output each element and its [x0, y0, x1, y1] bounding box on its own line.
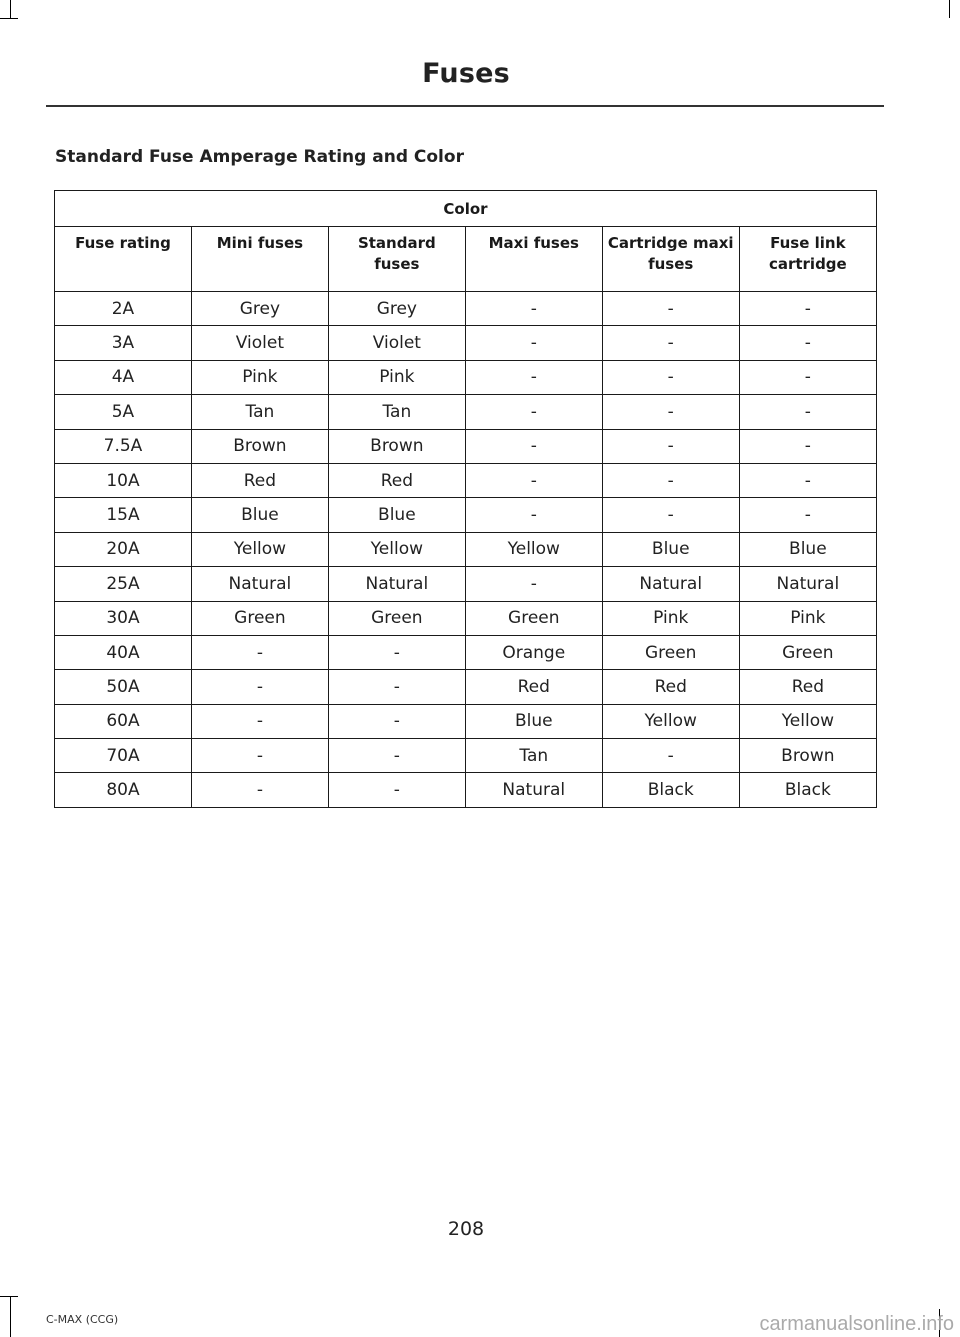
fuse-color-cell: Blue	[191, 498, 328, 532]
fuse-color-cell: -	[739, 360, 876, 394]
table-group-header: Color	[55, 191, 877, 227]
fuse-rating-cell: 20A	[55, 532, 192, 566]
fuse-color-cell: -	[465, 292, 602, 326]
watermark: carmanualsonline.info	[759, 1313, 954, 1335]
header-divider	[46, 105, 884, 107]
fuse-color-cell: -	[739, 429, 876, 463]
column-header: Fuse rating	[55, 227, 192, 292]
page-number: 208	[447, 1218, 485, 1240]
table-row	[55, 292, 877, 326]
fuse-color-cell: Yellow	[739, 704, 876, 738]
fuse-color-cell: Violet	[191, 326, 328, 360]
fuse-color-cell: Green	[191, 601, 328, 635]
fuse-color-cell: -	[739, 326, 876, 360]
table-row	[55, 704, 877, 738]
fuse-color-cell: -	[739, 498, 876, 532]
fuse-rating-cell: 30A	[55, 601, 192, 635]
table-row	[55, 498, 877, 532]
fuse-color-cell: Yellow	[602, 704, 739, 738]
fuse-color-cell: -	[465, 395, 602, 429]
fuse-color-cell: Grey	[328, 292, 465, 326]
fuse-color-cell: -	[602, 739, 739, 773]
fuse-color-cell: -	[602, 429, 739, 463]
table-row	[55, 773, 877, 807]
table-body	[55, 292, 877, 808]
column-header: Fuse link cartridge	[739, 227, 876, 292]
table-title: Standard Fuse Amperage Rating and Color	[55, 147, 464, 167]
crop-mark	[10, 1297, 11, 1337]
fuse-rating-cell: 7.5A	[55, 429, 192, 463]
table-row	[55, 567, 877, 601]
fuse-color-cell: -	[328, 704, 465, 738]
fuse-color-cell: Red	[191, 463, 328, 497]
fuse-color-cell: Pink	[602, 601, 739, 635]
fuse-color-cell: Green	[602, 635, 739, 669]
fuse-color-cell: Pink	[739, 601, 876, 635]
fuse-color-cell: Black	[602, 773, 739, 807]
fuse-color-cell: Blue	[465, 704, 602, 738]
fuse-color-cell: -	[465, 498, 602, 532]
fuse-color-cell: Violet	[328, 326, 465, 360]
fuse-color-cell: Yellow	[465, 532, 602, 566]
fuse-color-cell: -	[328, 635, 465, 669]
table-row	[55, 601, 877, 635]
fuse-rating-cell: 3A	[55, 326, 192, 360]
fuse-rating-cell: 5A	[55, 395, 192, 429]
fuse-color-cell: -	[465, 360, 602, 394]
table-row	[55, 429, 877, 463]
fuse-color-cell: -	[328, 670, 465, 704]
fuse-color-cell: Red	[328, 463, 465, 497]
fuse-rating-cell: 60A	[55, 704, 192, 738]
fuse-color-cell: -	[465, 463, 602, 497]
table-row	[55, 463, 877, 497]
table-row	[55, 635, 877, 669]
fuse-rating-cell: 80A	[55, 773, 192, 807]
fuse-color-cell: -	[739, 395, 876, 429]
fuse-color-cell: Yellow	[328, 532, 465, 566]
fuse-rating-cell: 50A	[55, 670, 192, 704]
section-title: Fuses	[422, 58, 510, 89]
column-header: Cartridge maxi fuses	[602, 227, 739, 292]
crop-mark	[949, 0, 950, 18]
column-header: Maxi fuses	[465, 227, 602, 292]
fuse-color-cell: Tan	[191, 395, 328, 429]
table-row	[55, 739, 877, 773]
fuse-rating-cell: 15A	[55, 498, 192, 532]
fuse-color-cell: Brown	[739, 739, 876, 773]
fuse-rating-table	[54, 190, 877, 808]
fuse-rating-cell: 2A	[55, 292, 192, 326]
fuse-color-cell: -	[465, 326, 602, 360]
fuse-color-cell: Brown	[191, 429, 328, 463]
fuse-color-cell: -	[602, 292, 739, 326]
fuse-color-cell: -	[191, 704, 328, 738]
table-header-row	[55, 227, 877, 292]
fuse-color-cell: -	[465, 429, 602, 463]
fuse-color-cell: Natural	[465, 773, 602, 807]
table-row	[55, 326, 877, 360]
fuse-color-cell: -	[328, 739, 465, 773]
fuse-color-cell: -	[191, 670, 328, 704]
fuse-color-cell: -	[602, 498, 739, 532]
fuse-color-cell: Yellow	[191, 532, 328, 566]
fuse-color-cell: Black	[739, 773, 876, 807]
table-row	[55, 360, 877, 394]
crop-mark	[0, 18, 18, 19]
fuse-rating-cell: 25A	[55, 567, 192, 601]
crop-mark	[10, 0, 11, 18]
table-row	[55, 532, 877, 566]
table-row	[55, 670, 877, 704]
fuse-color-cell: Red	[602, 670, 739, 704]
fuse-color-cell: -	[739, 463, 876, 497]
fuse-color-cell: Green	[328, 601, 465, 635]
fuse-color-cell: -	[465, 567, 602, 601]
fuse-rating-cell: 40A	[55, 635, 192, 669]
fuse-color-cell: Natural	[328, 567, 465, 601]
fuse-color-cell: Pink	[328, 360, 465, 394]
footer-model-code: C-MAX (CCG)	[46, 1313, 119, 1326]
fuse-color-cell: -	[739, 292, 876, 326]
fuse-color-cell: -	[602, 360, 739, 394]
fuse-color-cell: Blue	[328, 498, 465, 532]
table-row	[55, 395, 877, 429]
fuse-color-cell: Orange	[465, 635, 602, 669]
fuse-color-cell: Tan	[465, 739, 602, 773]
column-header: Mini fuses	[191, 227, 328, 292]
fuse-rating-cell: 10A	[55, 463, 192, 497]
fuse-color-cell: -	[602, 463, 739, 497]
fuse-color-cell: -	[191, 739, 328, 773]
fuse-color-cell: Natural	[191, 567, 328, 601]
fuse-color-cell: Red	[465, 670, 602, 704]
fuse-color-cell: Blue	[602, 532, 739, 566]
fuse-rating-cell: 70A	[55, 739, 192, 773]
fuse-color-cell: Natural	[602, 567, 739, 601]
fuse-color-cell: Blue	[739, 532, 876, 566]
fuse-color-cell: Green	[465, 601, 602, 635]
column-header: Standard fuses	[328, 227, 465, 292]
fuse-color-cell: -	[602, 395, 739, 429]
fuse-color-cell: Brown	[328, 429, 465, 463]
fuse-rating-cell: 4A	[55, 360, 192, 394]
fuse-color-cell: Tan	[328, 395, 465, 429]
fuse-color-cell: Red	[739, 670, 876, 704]
fuse-color-cell: Green	[739, 635, 876, 669]
fuse-color-cell: Grey	[191, 292, 328, 326]
crop-mark	[0, 1296, 18, 1297]
fuse-color-cell: -	[191, 635, 328, 669]
fuse-color-cell: -	[191, 773, 328, 807]
fuse-color-cell: Natural	[739, 567, 876, 601]
fuse-color-cell: -	[602, 326, 739, 360]
fuse-color-cell: -	[328, 773, 465, 807]
fuse-color-cell: Pink	[191, 360, 328, 394]
